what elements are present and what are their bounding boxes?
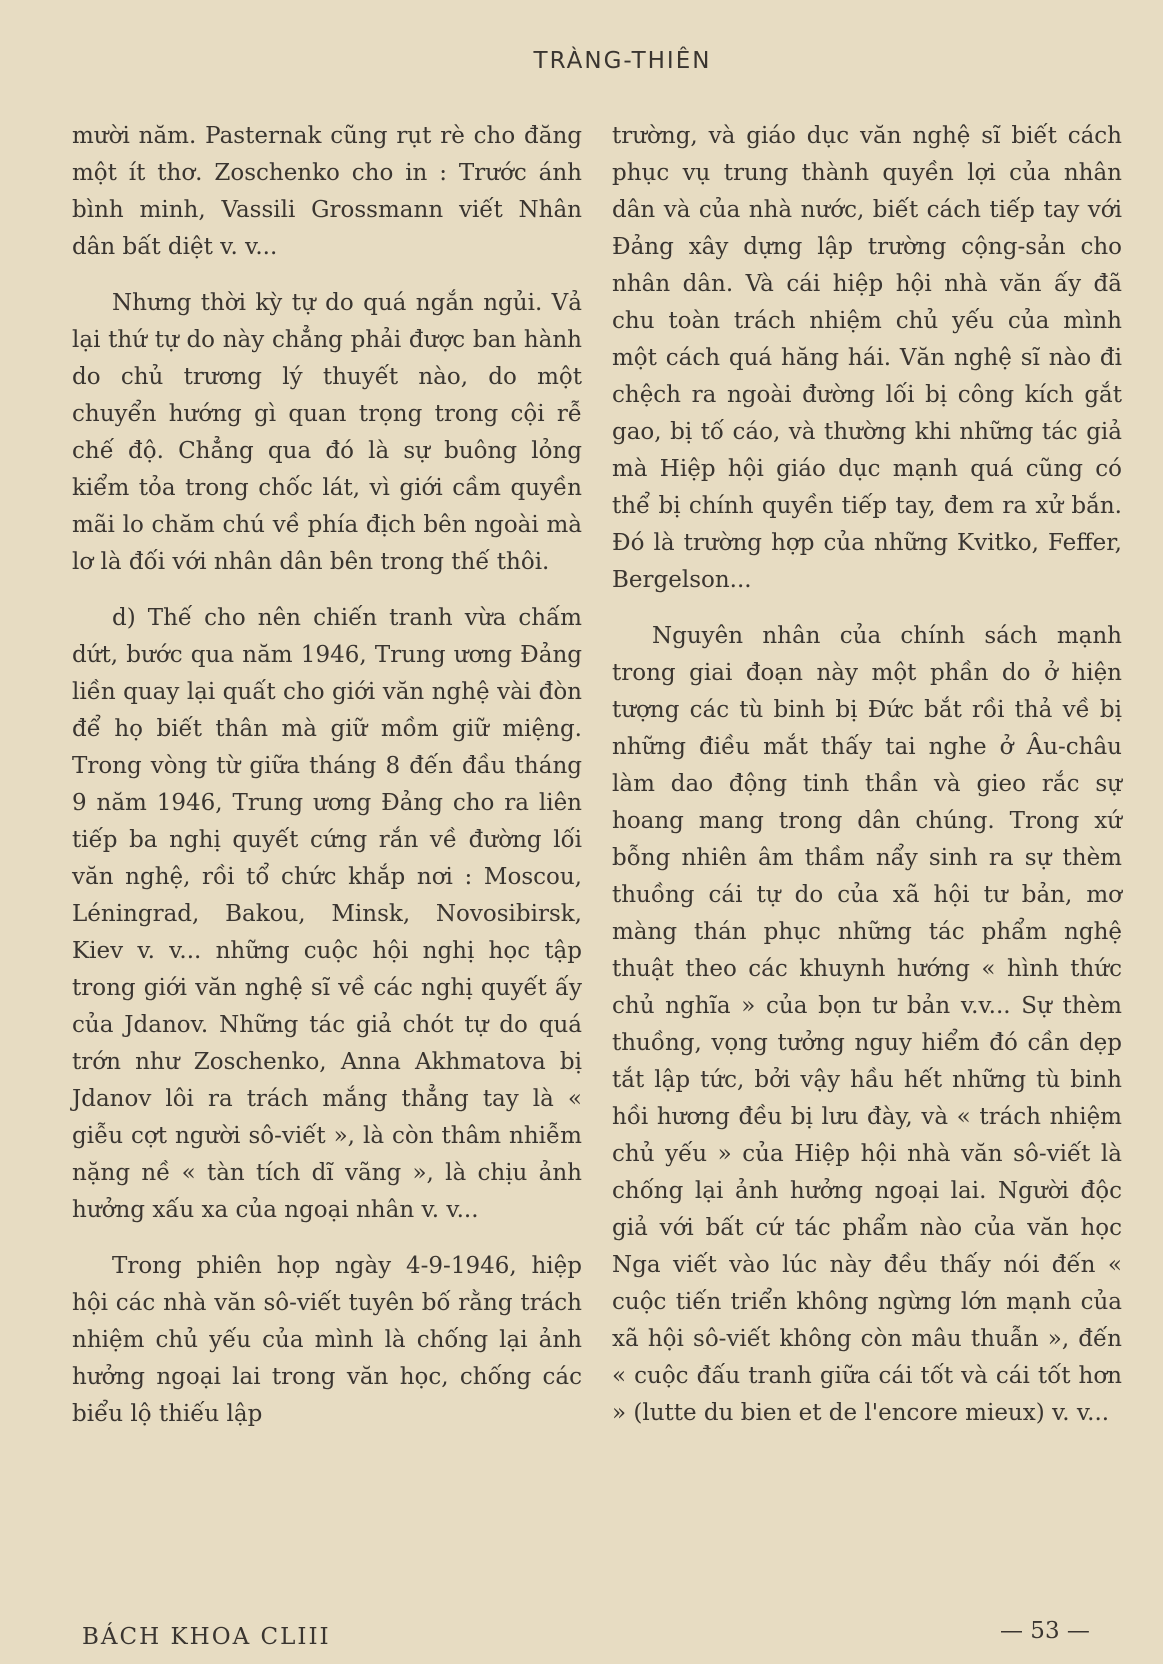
paragraph: d) Thế cho nên chiến tranh vừa chấm dứt, bước qua năm 1946, Trung ương Đảng liền quay lại quất cho giới văn nghệ vài đòn để họ biết thân mà giữ mồm giữ miệng. Trong vòng từ giữa tháng 8 đến đầu tháng 9 năm 1946, Trung ương Đảng cho ra liên tiếp ba nghị quyết cứng rắn về đường lối văn nghệ, rồi tổ chức khắp nơi : Moscou, Léningrad, Bakou, Minsk, Novosibirsk, Kiev v. v... những cuộc hội nghị học tập trong giới văn nghệ sĩ về các nghị quyết ấy của Jdanov. Những tác giả chót tự do quá trớn như Zoschenko, Anna Akhmatova bị Jdanov lôi ra trách mắng thẳng tay là « giễu cợt người sô-viết », là còn thâm nhiễm nặng nề « tàn tích dĩ vãng », là chịu ảnh hưởng xấu xa của ngoại nhân v. v... xyxy=(72,605,582,1223)
magazine-title: BÁCH KHOA CLIII xyxy=(82,1624,331,1650)
paragraph: Nhưng thời kỳ tự do quá ngắn ngủi. Vả lại thứ tự do này chẳng phải được ban hành do chủ trương lý thuyết nào, do một chuyển hướng gì quan trọng trong cội rễ chế độ. Chẳng qua đó là sự buông lỏng kiểm tỏa trong chốc lát, vì giới cầm quyền mãi lo chăm chú về phía địch bên ngoài mà lơ là đối với nhân dân bên trong thế thôi. xyxy=(72,290,582,575)
paragraph: Nguyên nhân của chính sách mạnh trong giai đoạn này một phần do ở hiện tượng các tù binh bị Đức bắt rồi thả về bị những điều mắt thấy tai nghe ở Âu-châu làm dao động tinh thần và gieo rắc sự hoang mang trong dân chúng. Trong xứ bỗng nhiên âm thầm nẩy sinh ra sự thèm thuồng cái tự do của xã hội tư bản, mơ màng thán phục những tác phẩm nghệ thuật theo các khuynh hướng « hình thức chủ nghĩa » của bọn tư bản v.v... Sự thèm thuồng, vọng tưởng nguy hiểm đó cần dẹp tắt lập tức, bởi vậy hầu hết những tù binh hồi hương đều bị lưu đày, và « trách nhiệm chủ yếu » của Hiệp hội nhà văn sô-viết là chống lại ảnh hưởng ngoại lai. Người độc giả với bất cứ tác phẩm nào của văn học Nga viết vào lúc này đều thấy nói đến « cuộc tiến triển không ngừng lớn mạnh của xã hội sô-viết không còn mâu thuẫn », đến « cuộc đấu tranh giữa cái tốt và cái tốt hơn » (lutte du bien et de l'encore mieux) v. v... xyxy=(612,623,1122,1426)
paragraph: Trong phiên họp ngày 4-9-1946, hiệp hội các nhà văn sô-viết tuyên bố rằng trách nhiệm chủ yếu của mình là chống lại ảnh hưởng ngoại lai trong văn học, chống các biểu lộ thiếu lập xyxy=(72,1253,582,1427)
right-column xyxy=(612,118,1122,1451)
running-header xyxy=(0,48,1163,74)
running-title: TRÀNG-THIÊN xyxy=(533,48,712,74)
paragraph: mười năm. Pasternak cũng rụt rè cho đăng một ít thơ. Zoschenko cho in : Trước ánh bình minh, Vassili Grossmann viết Nhân dân bất diệt v. v... xyxy=(72,123,582,260)
page-number: — 53 — xyxy=(1000,1618,1090,1644)
paragraph: trường, và giáo dục văn nghệ sĩ biết cách phục vụ trung thành quyền lợi của nhân dân và của nhà nước, biết cách tiếp tay với Đảng xây dựng lập trường cộng-sản cho nhân dân. Và cái hiệp hội nhà văn ấy đã chu toàn trách nhiệm chủ yếu của mình một cách quá hăng hái. Văn nghệ sĩ nào đi chệch ra ngoài đường lối bị công kích gắt gao, bị tố cáo, và thường khi những tác giả mà Hiệp hội giáo dục mạnh quá cũng có thể bị chính quyền tiếp tay, đem ra xử bắn. Đó là trường hợp của những Kvitko, Feffer, Bergelson... xyxy=(612,123,1122,593)
left-column xyxy=(72,118,582,1452)
